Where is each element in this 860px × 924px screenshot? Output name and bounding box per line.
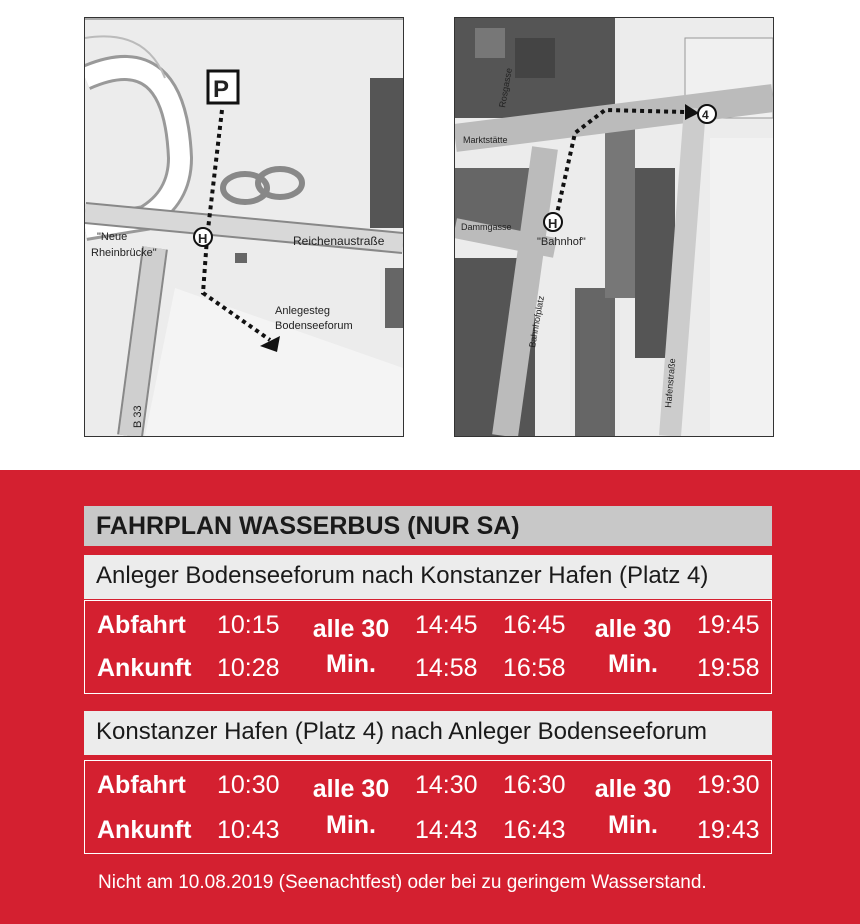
map-right [454,17,774,437]
map-right-drawing [455,18,773,436]
route2-timetable [84,760,772,854]
schedule-header [84,506,772,546]
route1-dep-1: 10:15 [217,611,280,639]
route1-arrival-label: Ankunft [97,654,192,682]
route2-interval-2a: alle 30 [594,775,672,803]
stop-label-line1: "Neue [97,231,128,243]
route1-arr-1: 10:28 [217,654,280,682]
route2-header [84,711,772,755]
street-label: Reichenaustraße [293,234,385,248]
route2-arr-4: 19:43 [697,816,760,844]
street-rosgarten: Rosgasse [497,67,514,109]
dest-label-line1: Anlegesteg [275,305,331,317]
route2-arr-3: 16:43 [503,816,566,844]
street-damm: Dammgasse [461,222,512,232]
dest-label-line2: Bodenseeforum [275,320,353,332]
route2-dep-4: 19:30 [697,771,760,799]
route1-header [84,555,772,599]
route2-interval-2b: Min. [608,811,658,839]
route1-arr-4: 19:58 [697,654,760,682]
route1-departure-label: Abfahrt [97,611,186,639]
map-left [84,17,404,437]
route1-dep-4: 19:45 [697,611,760,639]
route2-dep-3: 16:30 [503,771,566,799]
road-label: B 33 [132,405,144,428]
route2-interval-1a: alle 30 [312,775,390,803]
route2-departure-label: Abfahrt [97,771,186,799]
platform-marker: 4 [702,108,709,122]
route1-arr-2: 14:58 [415,654,478,682]
route1-interval-2b: Min. [608,650,658,678]
route2-interval-1b: Min. [326,811,376,839]
route1-interval-2a: alle 30 [594,615,672,643]
route1-interval-1b: Min. [326,650,376,678]
route2-arrival-label: Ankunft [97,816,192,844]
stop-label-right: "Bahnhof" [537,236,586,248]
route2-arr-1: 10:43 [217,816,280,844]
stop-marker-right: H [548,216,558,231]
route1-dep-2: 14:45 [415,611,478,639]
route1-interval-1a: alle 30 [312,615,390,643]
route2-dep-1: 10:30 [217,771,280,799]
route1-dep-3: 16:45 [503,611,566,639]
route1-arr-3: 16:58 [503,654,566,682]
schedule-title: FAHRPLAN WASSERBUS (NUR SA) [96,512,520,540]
street-bahnhofplatz: Bahnhofplatz [527,294,547,349]
stop-marker: H [198,231,208,246]
stop-label-line2: Rheinbrücke" [91,247,157,259]
street-hafenstrasse: Hafenstraße [663,357,678,409]
route2-arr-2: 14:43 [415,816,478,844]
parking-label: P [213,76,230,103]
street-marktstaette: Marktstätte [463,135,508,145]
route1-name: Anleger Bodenseeforum nach Konstanzer Hafen (Platz 4) [96,562,709,589]
schedule-note: Nicht am 10.08.2019 (Seenachtfest) oder bei zu geringem Wasserstand. [98,872,707,893]
map-left-drawing [85,18,403,436]
route2-dep-2: 14:30 [415,771,478,799]
route1-timetable [84,600,772,694]
route2-name: Konstanzer Hafen (Platz 4) nach Anleger Bodenseeforum [96,718,708,745]
